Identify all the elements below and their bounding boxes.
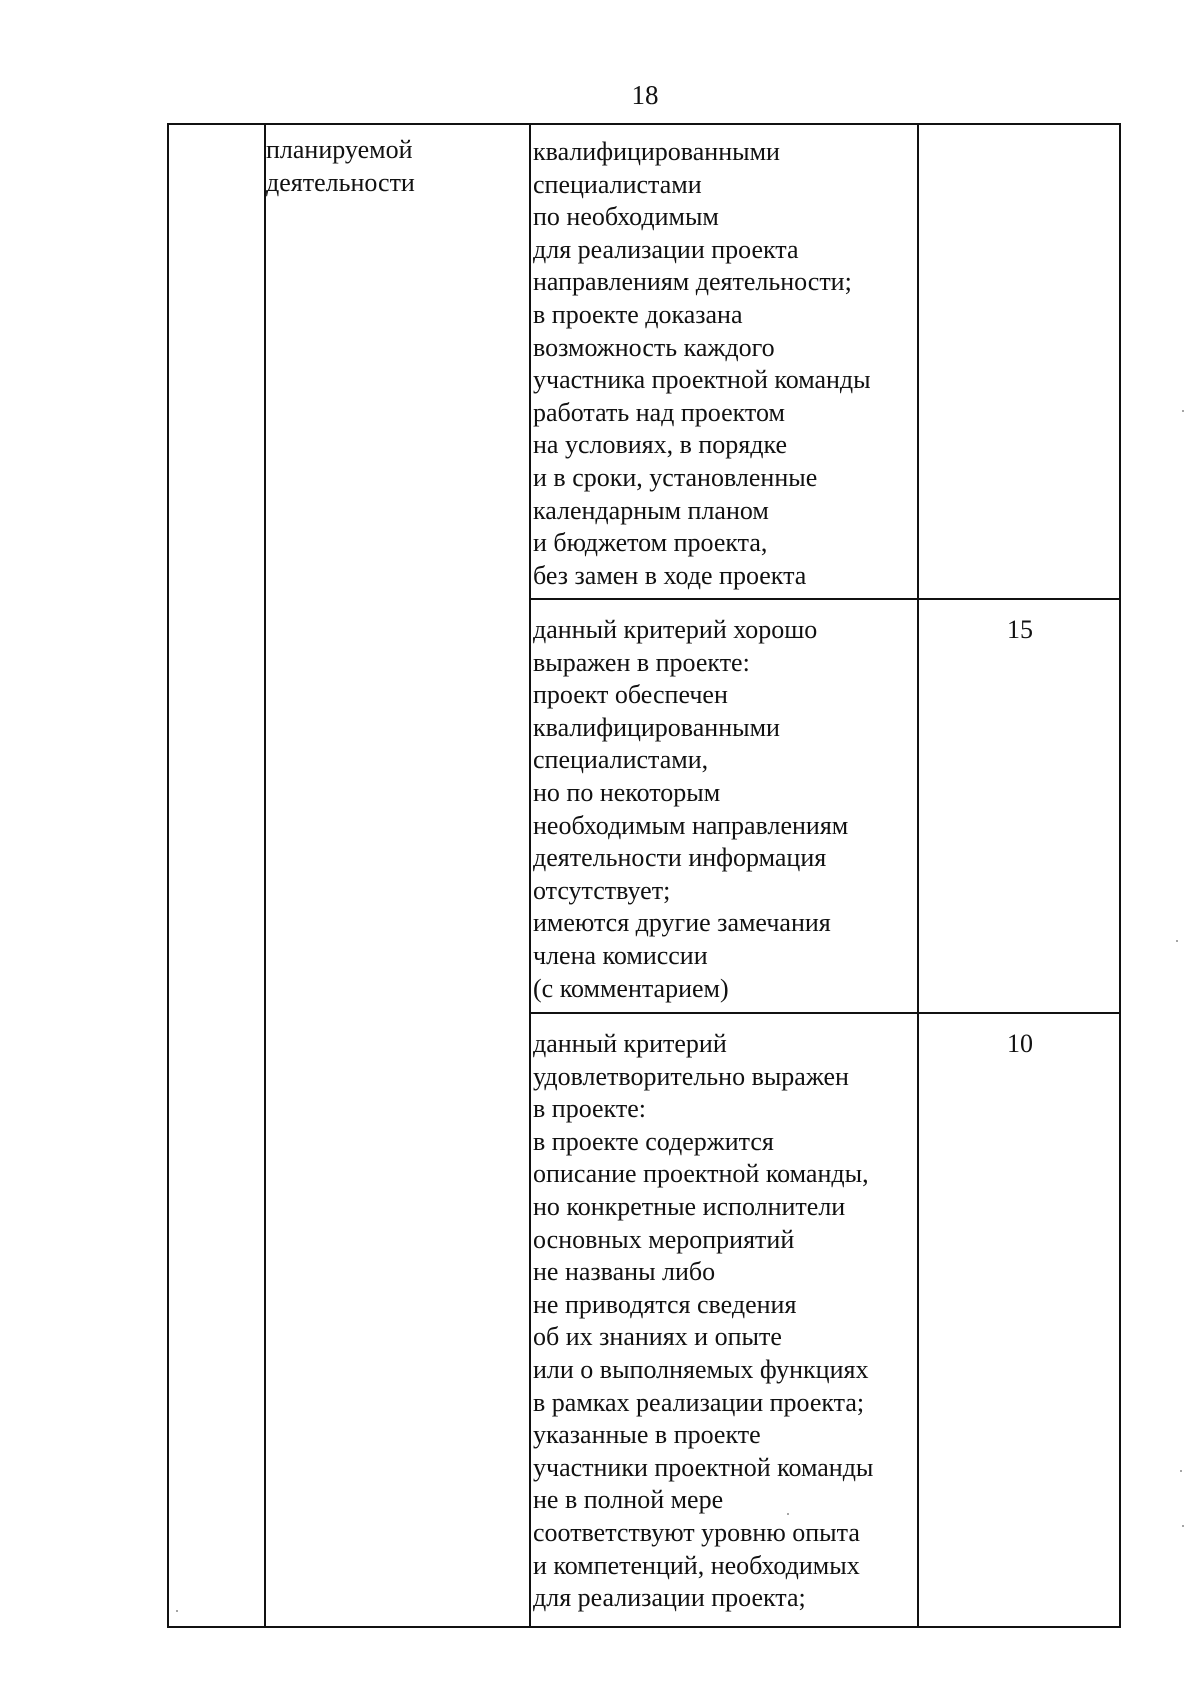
criterion-cell-1: квалифицированными специалистами по необходимым для реализации проекта направлениям деятельности; в проекте доказана возможность каждого участника проектной команды работать над проектом на условиях, в порядке и в сроки, установленные календарным планом и бюджетом проекта, без замен в ходе проекта xyxy=(533,137,871,590)
table-border-top xyxy=(167,123,1121,125)
scan-speck xyxy=(787,1513,789,1515)
scan-speck xyxy=(1182,1525,1184,1527)
column-divider-2 xyxy=(529,123,531,1628)
row-divider-2 xyxy=(529,1012,1121,1014)
column-divider-3 xyxy=(917,123,919,1628)
table-border-bottom xyxy=(167,1626,1121,1628)
page-number: 18 xyxy=(631,80,659,110)
criterion-cell-3: данный критерий удовлетворительно выражен в проекте: в проекте содержится описание проектной команды, но конкретные исполнители основных мероприятий не названы либо не приводятся сведения об их знаниях и опыте или о выполняемых функциях в рамках реализации проекта; указанные в проекте участники проектной команды не в полной мере соответствуют уровню опыта и компетенций, необходимых для реализации проекта; xyxy=(533,1029,874,1613)
table-border-left xyxy=(167,123,169,1628)
score-cell-3: 10 xyxy=(1007,1029,1033,1058)
score-cell-2: 15 xyxy=(1007,615,1033,644)
scan-speck xyxy=(1182,410,1184,412)
activity-cell: планируемой деятельности xyxy=(266,135,415,197)
row-divider-1 xyxy=(529,598,1121,600)
scan-speck xyxy=(1176,940,1178,942)
scan-speck xyxy=(1180,1470,1182,1472)
scan-speck xyxy=(176,1610,178,1612)
column-divider-1 xyxy=(264,123,266,1628)
criterion-cell-2: данный критерий хорошо выражен в проекте: проект обеспечен квалифицированными специалистами, но по некоторым необходимым направлениям деятельности информация отсутствует; имеются другие замечания члена комиссии (с комментарием) xyxy=(533,615,849,1003)
table-border-right xyxy=(1119,123,1121,1628)
criteria-table xyxy=(167,123,1121,1628)
